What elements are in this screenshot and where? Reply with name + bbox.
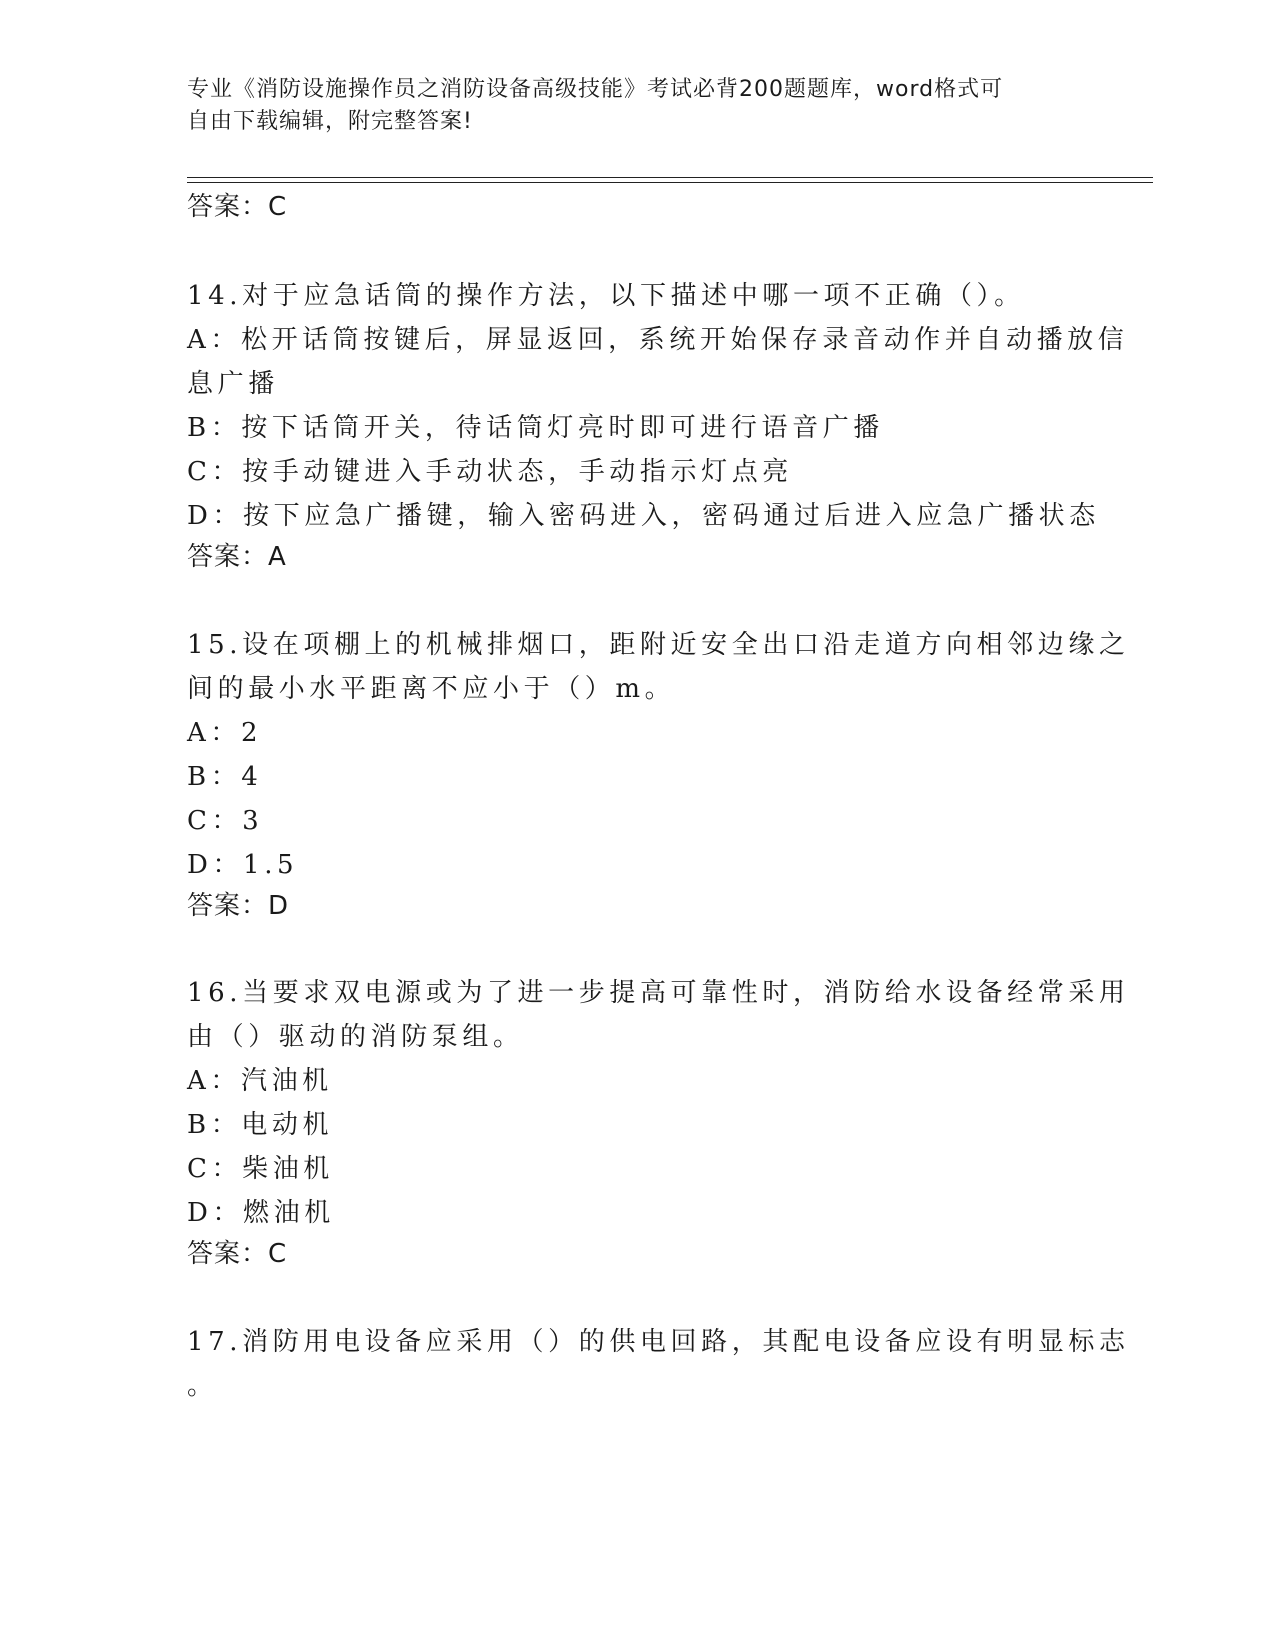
question-15-stem-line-1: 15.设在项棚上的机械排烟口，距附近安全出口沿走道方向相邻边缘之 (187, 630, 1130, 660)
question-15-answer: 答案：D (187, 891, 290, 921)
question-16-option-c: C：柴油机 (187, 1154, 334, 1184)
question-14-option-a-line-1: A：松开话筒按键后，屏显返回，系统开始保存录音动作并自动播放信 (187, 325, 1129, 355)
question-15-option-a: A：2 (187, 718, 263, 748)
question-16-option-d: D：燃油机 (187, 1198, 335, 1228)
question-15-stem-line-2: 间的最小水平距离不应小于（）m。 (187, 674, 676, 704)
previous-answer: 答案：C (187, 192, 288, 222)
question-16-option-a: A：汽油机 (187, 1066, 333, 1096)
header-line-1: 专业《消防设施操作员之消防设备高级技能》考试必背200题题库，word格式可 (187, 77, 1004, 102)
question-14-option-c: C：按手动键进入手动状态，手动指示灯点亮 (187, 457, 793, 487)
question-15-option-b: B：4 (187, 762, 263, 792)
question-15-option-d: D：1.5 (187, 850, 299, 880)
question-14-stem-line-1: 14.对于应急话筒的操作方法，以下描述中哪一项不正确（）。 (187, 281, 1025, 311)
question-17-stem-line-1: 17.消防用电设备应采用（）的供电回路，其配电设备应设有明显标志 (187, 1327, 1130, 1357)
question-16-stem-line-2: 由（）驱动的消防泵组。 (187, 1022, 524, 1052)
question-16-option-b: B：电动机 (187, 1110, 334, 1140)
question-14-option-b: B：按下话筒开关，待话筒灯亮时即可进行语音广播 (187, 413, 884, 443)
question-16-answer: 答案：C (187, 1239, 288, 1269)
question-14-option-a-line-2: 息广播 (187, 369, 279, 399)
question-16-stem-line-1: 16.当要求双电源或为了进一步提高可靠性时，消防给水设备经常采用 (187, 978, 1130, 1008)
header-divider-bottom (187, 182, 1153, 183)
question-14-option-d: D：按下应急广播键，输入密码进入，密码通过后进入应急广播状态 (187, 501, 1100, 531)
question-17-stem-line-2: 。 (187, 1371, 218, 1401)
question-14-answer: 答案：A (187, 542, 287, 572)
question-15-option-c: C：3 (187, 806, 264, 836)
header-divider-top (187, 177, 1153, 178)
document-header (187, 74, 1087, 138)
header-line-2: 自由下载编辑，附完整答案! (187, 109, 473, 134)
